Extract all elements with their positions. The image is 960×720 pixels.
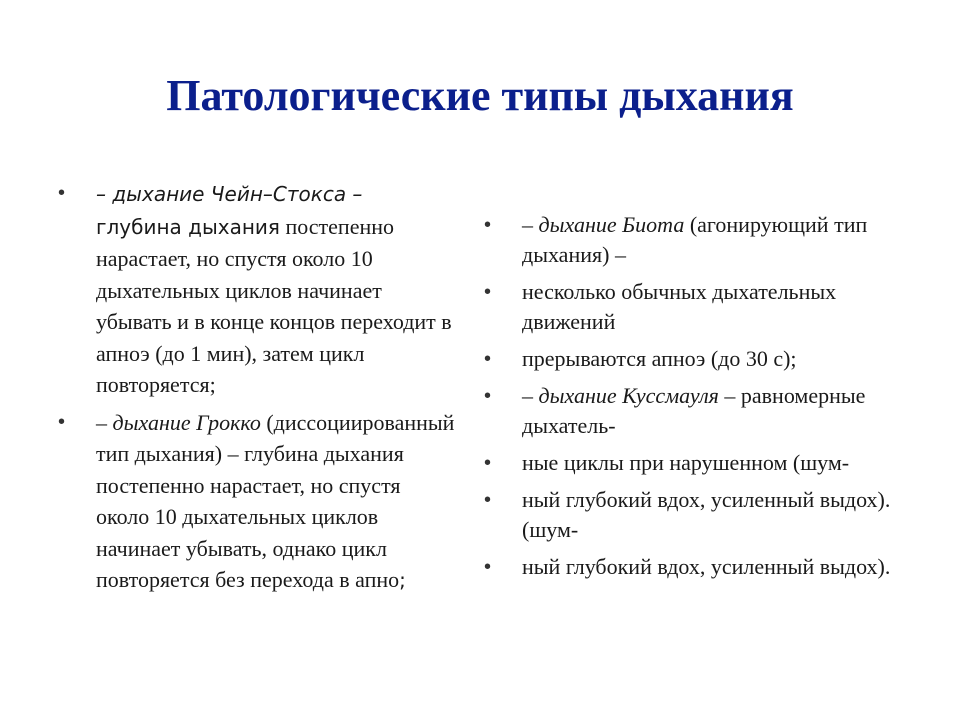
left-column-list xyxy=(58,178,458,597)
list-item-text: ный глубокий вдох, усиленный выдох). (шум- xyxy=(522,487,891,542)
list-item xyxy=(484,485,904,545)
bullet-icon: • xyxy=(58,410,66,433)
list-item-text: несколько обычных дыхательных движений xyxy=(522,279,837,334)
text-cheyne-stokes: постепенно нарастает, но спустя около 10 дыхательных циклов начинает убывать и в конце концов переходит в апноэ (до 1 мин), затем цикл повторяется; xyxy=(96,213,452,397)
list-item xyxy=(484,344,904,374)
list-item xyxy=(484,552,904,582)
bullet-icon: • xyxy=(484,556,492,578)
term-biot: – дыхание Биота xyxy=(522,212,685,237)
term-kussmaul: – дыхание Куссмауля xyxy=(522,383,719,408)
bullet-icon: • xyxy=(58,182,66,204)
bullet-icon: • xyxy=(484,281,492,303)
list-item xyxy=(484,448,904,478)
text-grocco-tail: ; xyxy=(399,568,406,592)
slide-title: Патологические типы дыхания xyxy=(166,71,794,120)
list-item-cheyne-stokes xyxy=(58,178,458,401)
term-grocco: – дыхание Грокко xyxy=(96,409,261,435)
list-item-text: ные циклы при нарушенном (шум- xyxy=(522,450,850,475)
bullet-icon: • xyxy=(484,489,492,511)
bullet-icon: • xyxy=(484,214,492,236)
list-item-text: ный глубокий вдох, усиленный выдох). xyxy=(522,554,891,579)
bullet-icon: • xyxy=(484,348,492,370)
list-item-kussmaul xyxy=(484,381,904,441)
list-item xyxy=(484,277,904,337)
list-item-grocco xyxy=(58,407,458,597)
bullet-icon: • xyxy=(484,452,492,474)
list-item-text: прерываются апноэ (до 30 с); xyxy=(522,346,797,371)
right-column-list xyxy=(484,210,904,589)
term-cheyne-stokes: – дыхание Чейн–Стокса – xyxy=(96,182,363,206)
text-biot: (агонирующий тип дыхания) – xyxy=(522,212,868,267)
list-item-biot xyxy=(484,210,904,270)
term-cheyne-stokes-continuation: глубина дыхания xyxy=(96,214,280,239)
text-grocco: (диссоциированный тип дыхания) – глубина дыхания постепенно нарастает, но спустя около 10 дыхательных циклов начинает убывать, однако цикл повторяется без перехода в апно xyxy=(96,409,455,592)
text-kussmaul: – равномерные дыхатель- xyxy=(522,383,866,438)
bullet-icon: • xyxy=(484,385,492,407)
